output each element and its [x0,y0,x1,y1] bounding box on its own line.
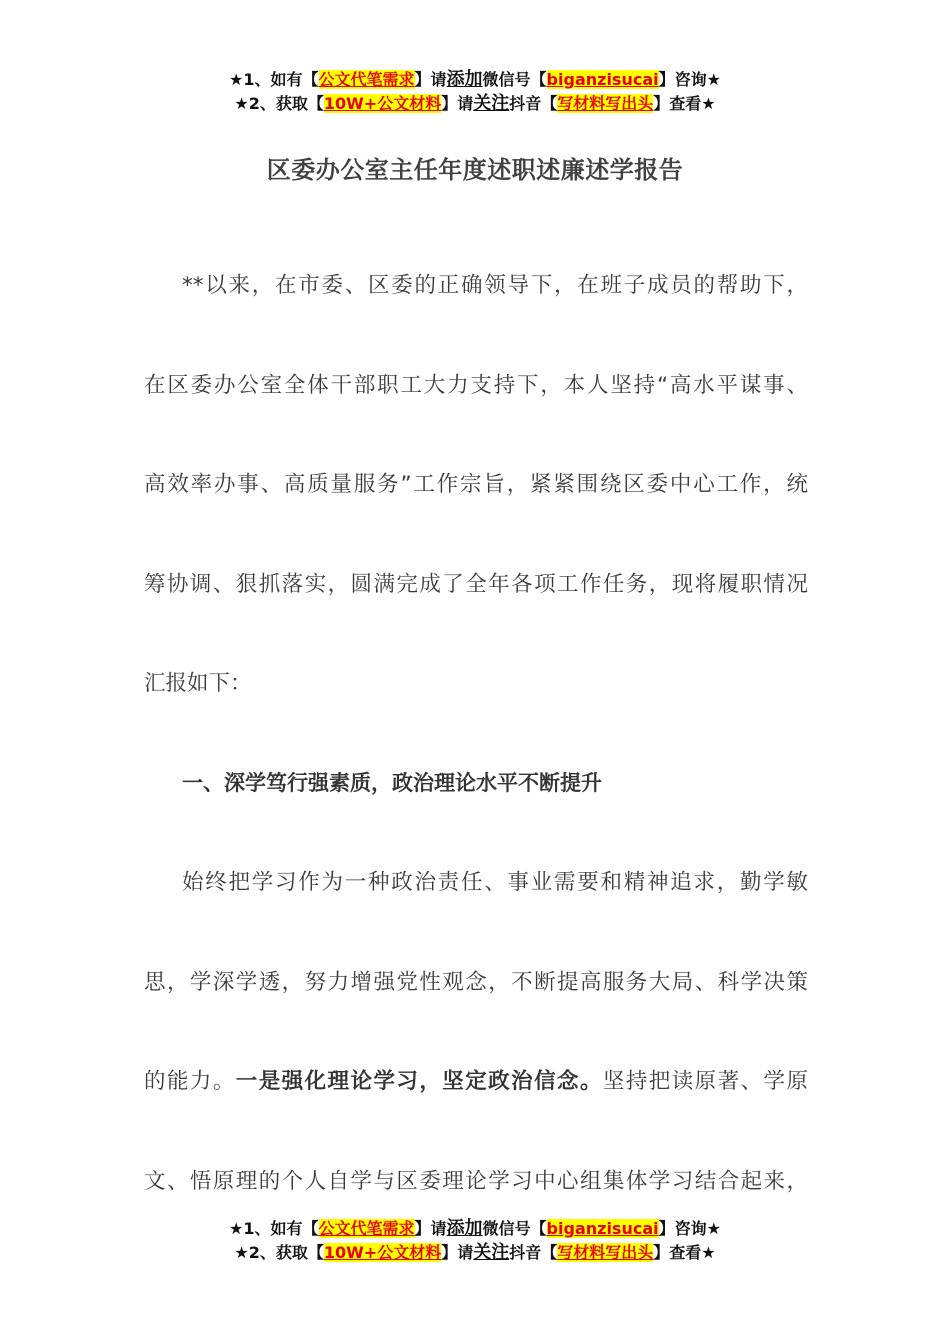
text-line: **以来，在市委、区委的正确领导下，在班子成员的帮助下， [182,273,808,298]
document-title: 区委办公室主任年度述职述廉述学报告 [266,156,684,184]
promo-banner-bottom [0,1217,950,1265]
promo-highlight: 写材料写出头 [557,1243,654,1262]
promo-highlight: 写材料写出头 [557,94,654,113]
text-line: 思，学深学透，努力增强党性观念，不断提高服务大局、科学决策 [144,969,808,995]
promo-banner-top [0,68,950,116]
promo-line-2: ★2、获取【10W+公文材料】请关注抖音【写材料写出头】查看★ [234,93,716,114]
section-heading: 一、深学笃行强素质，政治理论水平不断提升 [182,770,602,795]
promo-highlight: 10W+公文材料 [323,1243,442,1262]
promo-highlight: 公文代笔需求 [318,1219,415,1238]
promo-highlight: biganzisucai [546,70,659,89]
promo-highlight: 公文代笔需求 [318,70,415,89]
text-line: 在区委办公室全体干部职工大力支持下，本人坚持“高水平谋事、 [144,372,808,398]
intro-paragraph [144,236,808,734]
document-body [144,236,808,1231]
promo-line-2: ★2、获取【10W+公文材料】请关注抖音【写材料写出头】查看★ [234,1242,716,1263]
text-line: 文、悟原理的个人自学与区委理论学习中心组集体学习结合起来， [144,1168,808,1194]
section-paragraph [144,833,808,1231]
bold-lead: 一是强化理论学习，坚定政治信念。 [235,1069,603,1094]
text-line: 汇报如下： [144,671,252,696]
promo-highlight: 10W+公文材料 [323,94,442,113]
text-line: 高效率办事、高质量服务”工作宗旨，紧紧围绕区委中心工作，统 [144,472,808,497]
text-line: 始终把学习作为一种政治责任、事业需要和精神追求，勤学敏 [182,870,808,895]
text-line: 的能力。一是强化理论学习，坚定政治信念。坚持把读原著、学原 [144,1069,808,1094]
promo-line-1: ★1、如有【公文代笔需求】请添加微信号【biganzisucai】咨询★ [229,1218,721,1239]
text-line: 筹协调、狠抓落实，圆满完成了全年各项工作任务，现将履职情况 [144,571,808,597]
promo-highlight: biganzisucai [546,1219,659,1238]
promo-line-1: ★1、如有【公文代笔需求】请添加微信号【biganzisucai】咨询★ [229,69,721,90]
